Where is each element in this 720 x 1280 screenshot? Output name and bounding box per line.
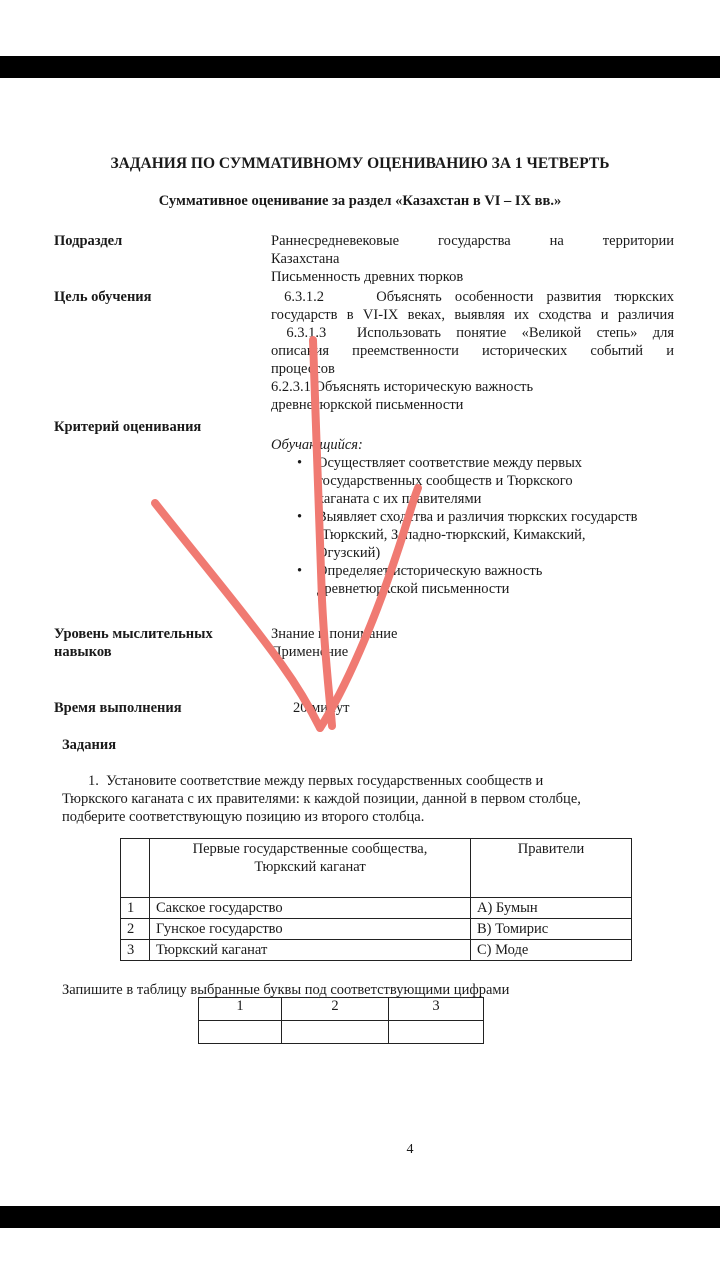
answer-header-cell: 1 [199, 998, 282, 1021]
goal-line: государств в VI-IX веках, выявляя их сходства и различия [271, 307, 674, 323]
answer-input-row [199, 1021, 484, 1044]
criteria-item-line: древнетюркской письменности [317, 581, 510, 597]
row-num: 3 [121, 940, 150, 961]
goal-label: Цель обучения [54, 289, 152, 305]
table-row [121, 919, 632, 940]
answer-instruction: Запишите в таблицу выбранные буквы под соответствующими цифрами [62, 982, 510, 998]
subsection-value [271, 232, 674, 286]
criteria-item-line: • Определяет историческую важность [317, 563, 543, 579]
criteria-item-line: каганата с их правителями [317, 491, 482, 507]
row-ruler: А) Бумын [471, 898, 632, 919]
time-value: 20 минут [293, 700, 350, 716]
goal-line: 6.3.1.2 Объяснять особенности развития тюркских [271, 289, 674, 305]
row-ruler: В) Томирис [471, 919, 632, 940]
match-table-header [121, 839, 632, 898]
skills-label-line: навыков [54, 644, 112, 660]
skills-value [271, 625, 674, 661]
criteria-intro: Обучающийся: [271, 437, 363, 453]
criteria-label: Критерий оценивания [54, 419, 202, 435]
skills-label-line: Уровень мыслительных [54, 626, 213, 642]
goal-line: процессов [271, 361, 335, 377]
criteria-item-line: Огузский) [317, 545, 381, 561]
answer-table [198, 997, 484, 1044]
criteria-item-line: • Выявляет сходства и различия тюркских государств [317, 509, 638, 525]
criteria-item-line: (Тюркский, Западно-тюркский, Кимакский, [317, 527, 586, 543]
page-number: 4 [406, 1142, 414, 1157]
document-title: ЗАДАНИЯ ПО СУММАТИВНОМУ ОЦЕНИВАНИЮ ЗА 1 ЧЕТВЕРТЬ [110, 155, 610, 172]
goal-line: 6.2.3.1 Объяснять историческую важность [271, 379, 534, 395]
answer-header-cell: 3 [389, 998, 484, 1021]
time-label: Время выполнения [54, 700, 182, 716]
criteria-item [317, 562, 674, 598]
row-num: 2 [121, 919, 150, 940]
document-subtitle: Суммативное оценивание за раздел «Казахстан в VI – IX вв.» [158, 193, 562, 209]
task-1-line: 1. Установите соответствие между первых государственных сообществ и [88, 773, 544, 789]
header-left-line: Первые государственные сообщества, [192, 841, 428, 857]
top-black-bar [0, 56, 720, 78]
criteria-list [271, 454, 674, 598]
goal-line: 6.3.1.3 Использовать понятие «Великой степь» для [271, 325, 674, 341]
goal-value [271, 288, 674, 414]
criteria-item [317, 508, 674, 562]
header-num-cell [121, 839, 150, 898]
row-state: Тюркский каганат [150, 940, 471, 961]
subsection-label: Подраздел [54, 233, 123, 249]
header-left-cell [150, 839, 471, 898]
header-left-line: Тюркский каганат [254, 859, 366, 875]
answer-header-cell: 2 [282, 998, 389, 1021]
task-1-line: Тюркского каганата с их правителями: к каждой позиции, данной в первом столбце, [62, 791, 581, 807]
bottom-black-bar [0, 1206, 720, 1228]
task-1-line: подберите соответствующую позицию из второго столбца. [62, 809, 425, 825]
criteria-value [271, 436, 674, 598]
row-ruler: С) Моде [471, 940, 632, 961]
row-num: 1 [121, 898, 150, 919]
answer-header-row [199, 998, 484, 1021]
skills-label [54, 625, 213, 661]
tasks-heading: Задания [62, 737, 117, 753]
header-right-cell: Правители [471, 839, 632, 898]
row-state: Сакское государство [150, 898, 471, 919]
task-1-text [62, 772, 662, 826]
criteria-item-line: • Осуществляет соответствие между первых [317, 455, 583, 471]
skills-line: Знание и понимание [271, 626, 398, 642]
table-row [121, 940, 632, 961]
answer-cell[interactable] [389, 1021, 484, 1044]
row-state: Гунское государство [150, 919, 471, 940]
goal-line: описания преемственности исторических событий и [271, 343, 674, 359]
criteria-item [317, 454, 674, 508]
criteria-item-line: государственных сообществ и Тюркского [317, 473, 573, 489]
subsection-line: Казахстана [271, 251, 340, 267]
goal-line: древнетюркской письменности [271, 397, 464, 413]
match-table [120, 838, 632, 961]
subsection-line: Письменность древних тюрков [271, 269, 464, 285]
table-row [121, 898, 632, 919]
subsection-line: Раннесредневековые государства на территории [271, 233, 674, 249]
skills-line: Применение [271, 644, 349, 660]
answer-cell[interactable] [282, 1021, 389, 1044]
answer-cell[interactable] [199, 1021, 282, 1044]
